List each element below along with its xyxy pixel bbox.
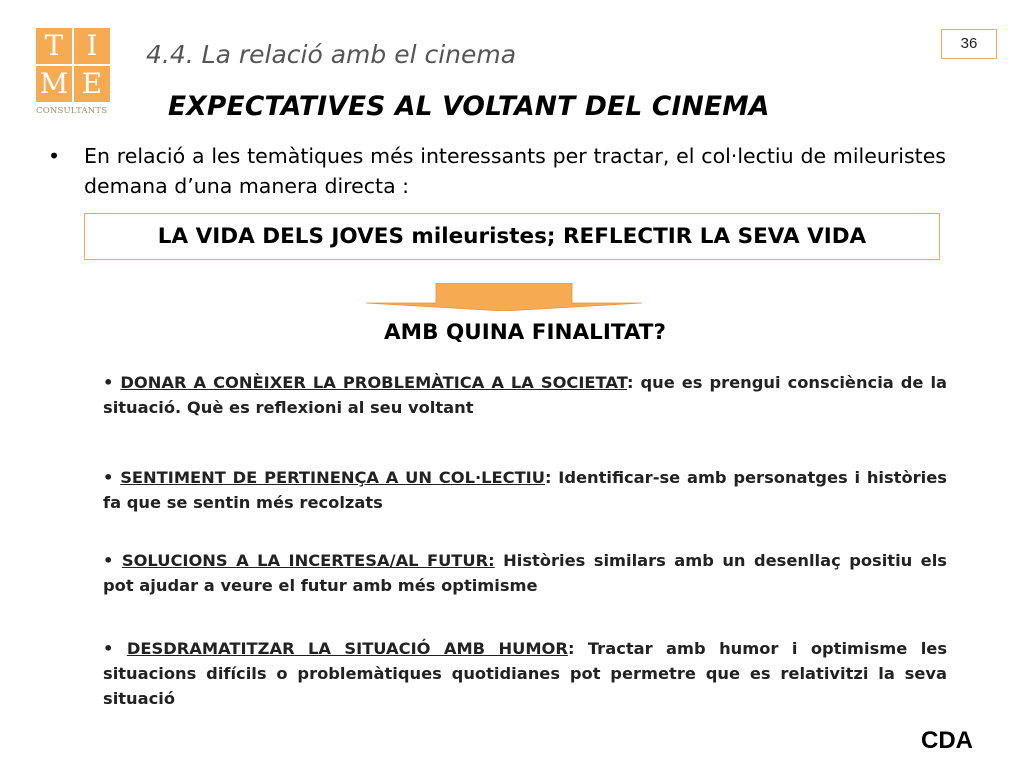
bullet-icon: • [103, 468, 114, 487]
list-item [103, 636, 947, 711]
item-key: DESDRAMATITZAR LA SITUACIÓ AMB HUMOR [126, 639, 568, 658]
bullet-icon: • [48, 144, 61, 168]
list-item [103, 465, 947, 515]
section-title: 4.4. La relació amb el cinema [146, 40, 517, 69]
logo-letter: T [36, 28, 72, 64]
logo-letter: E [74, 66, 110, 102]
item-text: Identificar-se amb personatges i històries fa que se sentin més recolzats [103, 468, 947, 512]
item-text: Històries similars amb un desenllaç positiu els pot ajudar a veure el futur amb més optimisme [103, 551, 947, 595]
item-text: que es prengui consciència de la situació. Què es reflexioni al seu voltant [103, 373, 948, 417]
item-key: SENTIMENT DE PERTINENÇA A UN COL·LECTIU [120, 468, 545, 487]
logo-letter: M [36, 66, 72, 102]
logo-letter-grid [36, 28, 112, 102]
list-item [103, 370, 947, 420]
intro-paragraph [48, 141, 946, 201]
question-heading: AMB QUINA FINALITAT? [384, 320, 666, 345]
down-arrow-icon [366, 283, 642, 311]
time-consultants-logo [36, 28, 112, 116]
item-separator: : [544, 468, 552, 487]
highlight-text: LA VIDA DELS JOVES mileuristes; REFLECTIR LA SEVA VIDA [157, 224, 867, 249]
bullet-icon: • [103, 639, 114, 658]
item-separator: : [567, 639, 575, 658]
page-title: EXPECTATIVES AL VOLTANT DEL CINEMA [168, 91, 770, 122]
highlight-box [84, 213, 940, 260]
page-number: 36 [941, 29, 997, 59]
intro-text: En relació a les temàtiques més interessants per tractar, el col·lectiu de mileuristes demana d’una manera directa : [84, 144, 946, 198]
bullet-icon: • [103, 373, 114, 392]
item-text: Tractar amb humor i optimisme les situacions difícils o problemàtiques quotidianes pot permetre que es relativitzi la seva situació [103, 639, 948, 708]
list-item [103, 548, 947, 598]
footer-label: CDA [921, 727, 973, 754]
item-separator: : [626, 373, 634, 392]
logo-subtitle: CONSULTANTS [36, 106, 108, 116]
item-key: DONAR A CONÈIXER LA PROBLEMÀTICA A LA SOCIETAT [120, 373, 627, 392]
item-key: SOLUCIONS A LA INCERTESA/AL FUTUR: [121, 551, 495, 570]
logo-letter: I [74, 28, 110, 64]
arrow-shape [366, 283, 642, 311]
bullet-icon: • [103, 551, 114, 570]
